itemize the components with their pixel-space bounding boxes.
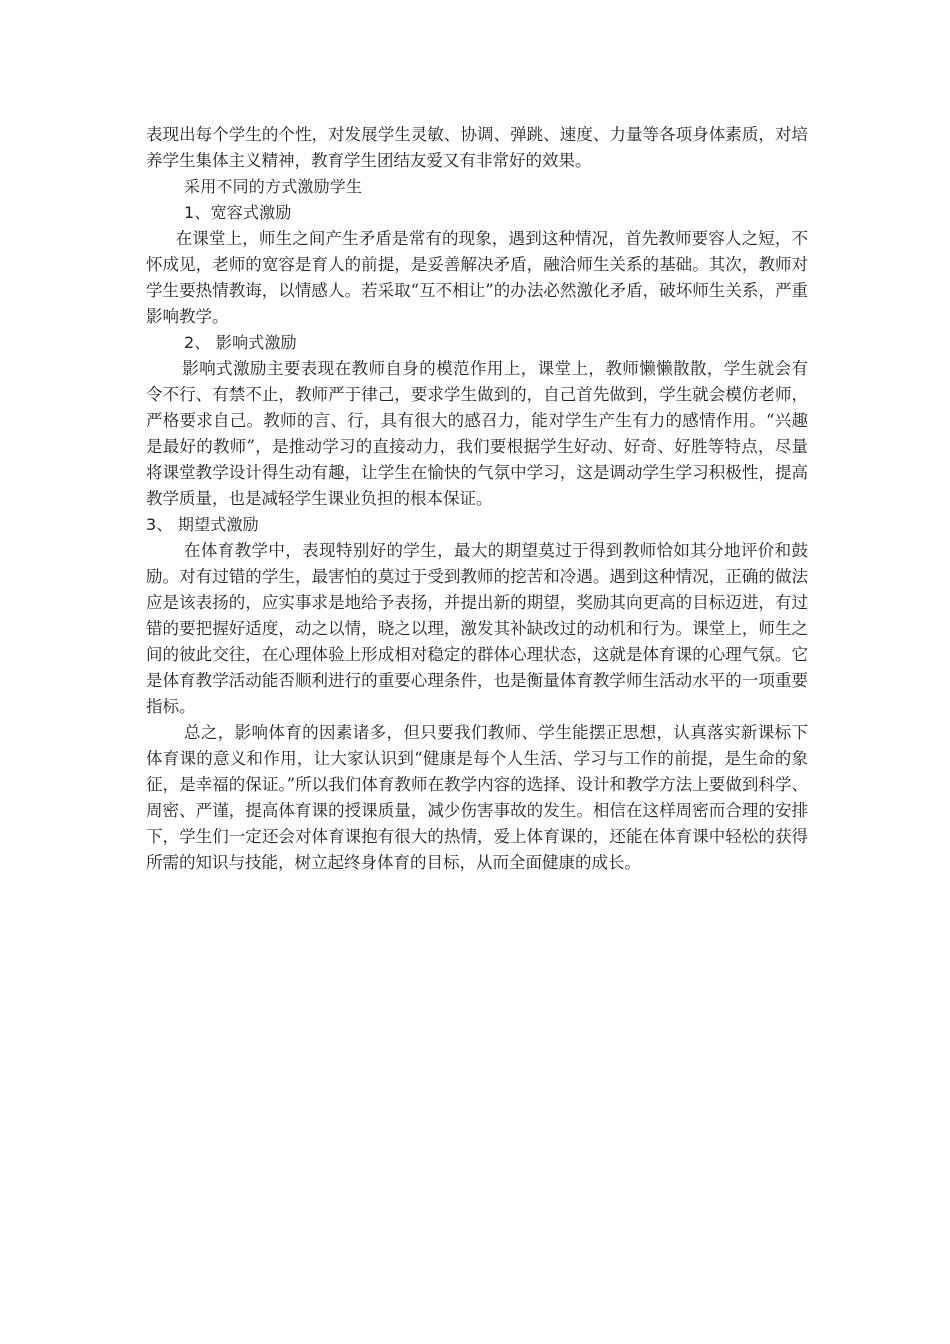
paragraph-tolerance: 在课堂上，师生之间产生矛盾是常有的现象，遇到这种情况，首先教师要容人之短，不怀成见，老师的宽容是育人的前提，是妥善解决矛盾，融洽师生关系的基础。其次，教师对学生要热情教诲，以情感人。若采取“互不相让”的办法必然激化矛盾，破坏师生关系，严重影响教学。: [146, 229, 808, 326]
section-heading-motivation: 采用不同的方式激励学生: [184, 177, 363, 196]
subheading-expectation: 3、 期望式激励: [146, 515, 259, 534]
paragraph-influence: 影响式激励主要表现在教师自身的模范作用上，课堂上，教师懒懒散散，学生就会有令不行、有禁不止，教师严于律己，要求学生做到的，自己首先做到，学生就会模仿老师，严格要求自己。教师的言、行，具有很大的感召力，能对学生产生有力的感情作用。“兴趣是最好的教师”，是推动学习的直接动力，我们要根据学生好动、好奇、好胜等特点，尽量将课堂教学设计得生动有趣，让学生在愉快的气氛中学习，这是调动学生学习积极性，提高教学质量，也是减轻学生课业负担的根本保证。: [146, 359, 808, 508]
paragraph-expectation: 在体育教学中，表现特别好的学生，最大的期望莫过于得到教师恰如其分地评价和鼓励。对有过错的学生，最害怕的莫过于受到教师的挖苦和冷遇。遇到这种情况，正确的做法应是该表扬的，应实事求是地给予表扬，并提出新的期望，奖励其向更高的目标迈进，有过错的要把握好适度，动之以情，晓之以理，激发其补缺改过的动机和行为。课堂上，师生之间的彼此交往，在心理体验上形成相对稳定的群体心理状态，这就是体育课的心理气氛。它是体育教学活动能否顺利进行的重要心理条件，也是衡量体育教学师生活动水平的一项重要指标。: [146, 541, 808, 716]
subheading-tolerance: 1、宽容式激励: [184, 203, 292, 222]
paragraph-conclusion: 总之，影响体育的因素诸多，但只要我们教师、学生能摆正思想，认真落实新课标下体育课的意义和作用，让大家认识到“健康是每个人生活、学习与工作的前提，是生命的象征，是幸福的保证。”所以我们体育教师在教学内容的选择、设计和教学方法上要做到科学、周密、严谨，提高体育课的授课质量，减少伤害事故的发生。相信在这样周密而合理的安排下，学生们一定还会对体育课抱有很大的热情，爱上体育课的，还能在体育课中轻松的获得所需的知识与技能，树立起终身体育的目标，从而全面健康的成长。: [146, 723, 808, 872]
subheading-influence: 2、 影响式激励: [184, 333, 297, 352]
paragraph-intro: 表现出每个学生的个性，对发展学生灵敏、协调、弹跳、速度、力量等各项身体素质，对培养学生集体主义精神，教育学生团结友爱又有非常好的效果。: [146, 125, 808, 170]
document-body: [146, 122, 808, 876]
